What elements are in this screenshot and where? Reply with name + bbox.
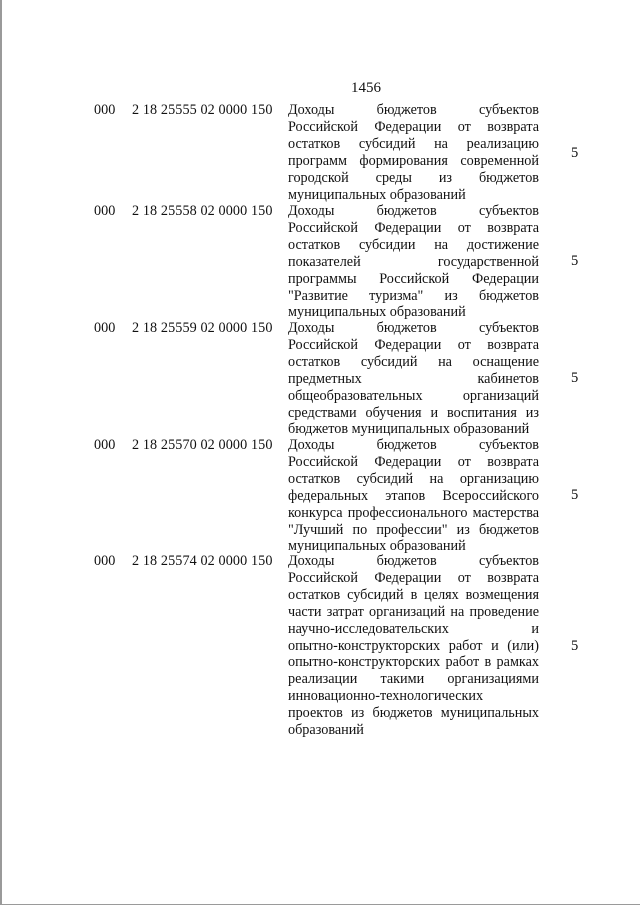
budget-classification-code: 2 18 25574 02 0000 150 (132, 553, 273, 569)
admin-code: 000 (94, 102, 116, 118)
budget-classification-code: 2 18 25558 02 0000 150 (132, 203, 273, 219)
income-description: Доходы бюджетов субъектов Российской Федерации от возврата остатков субсидий на реализацию программ формирования современной городской среды из бюджетов муниципальных образований (288, 102, 539, 203)
budget-classification-code: 2 18 25570 02 0000 150 (132, 437, 273, 453)
income-description: Доходы бюджетов субъектов Российской Федерации от возврата остатков субсидий на организацию федеральных этапов Всероссийского конкурса профессионального мастерства "Лучший по профессии" из бюджетов муниципальных образований (288, 437, 539, 555)
income-description: Доходы бюджетов субъектов Российской Федерации от возврата остатков субсидий на оснащение предметных кабинетов общеобразовательных организаций средствами обучения и воспитания из бюджетов муниципальных образований (288, 320, 539, 438)
amount-value: 5 (571, 638, 579, 654)
amount-value: 5 (571, 487, 579, 503)
amount-value: 5 (571, 370, 579, 386)
budget-classification-code: 2 18 25555 02 0000 150 (132, 102, 273, 118)
admin-code: 000 (94, 203, 116, 219)
income-description: Доходы бюджетов субъектов Российской Федерации от возврата остатков субсидий в целях возмещения части затрат организаций на проведение научно-исследовательских и опытно-конструкторских работ и (или) опытно-конструкторских работ в рамках реализации такими организациями инновационно-технологических проектов из бюджетов муниципальных образований (288, 553, 539, 739)
income-description: Доходы бюджетов субъектов Российской Федерации от возврата остатков субсидии на достижение показателей государственной программы Российской Федерации "Развитие туризма" из бюджетов муниципальных образований (288, 203, 539, 321)
amount-value: 5 (571, 145, 579, 161)
amount-value: 5 (571, 253, 579, 269)
budget-classification-code: 2 18 25559 02 0000 150 (132, 320, 273, 336)
admin-code: 000 (94, 320, 116, 336)
page-number: 1456 (351, 80, 381, 96)
admin-code: 000 (94, 553, 116, 569)
admin-code: 000 (94, 437, 116, 453)
